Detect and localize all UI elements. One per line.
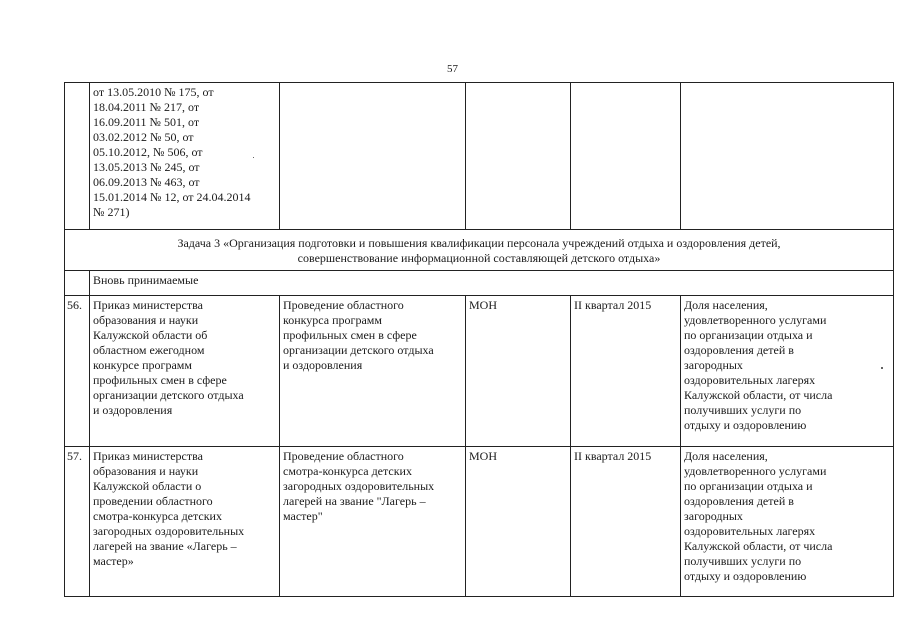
table-row	[65, 296, 894, 447]
scan-speck	[881, 367, 883, 369]
event-cell	[280, 296, 466, 447]
continuation-num-cell	[65, 83, 90, 230]
scan-speck	[253, 157, 254, 158]
term-cell: II квартал 2015	[571, 296, 681, 447]
indicator-line: Доля населения,	[684, 449, 768, 463]
event-line: Проведение областного	[283, 449, 404, 463]
doc-line: организации детского отдыха	[93, 388, 244, 402]
event-line: и оздоровления	[283, 358, 363, 372]
doc-line: мастер»	[93, 554, 134, 568]
event-cell	[280, 447, 466, 597]
table-row	[65, 447, 894, 597]
indicator-line: загородных	[684, 358, 743, 372]
event-line: мастер"	[283, 509, 323, 523]
indicator-line: по организации отдыха и	[684, 328, 813, 342]
indicator-line: оздоровительных лагерях	[684, 524, 816, 538]
doc-line: смотра-конкурса детских	[93, 509, 222, 523]
continuation-term-cell	[571, 83, 681, 230]
doc-line: 15.01.2014 № 12, от 24.04.2014	[93, 190, 251, 204]
doc-line: конкурсе программ	[93, 358, 192, 372]
doc-line: от 13.05.2010 № 175, от	[93, 85, 214, 99]
indicator-line: Калужской области, от числа	[684, 388, 833, 402]
doc-line: 16.09.2011 № 501, от	[93, 115, 200, 129]
doc-line: профильных смен в сфере	[93, 373, 227, 387]
executor-cell: МОН	[466, 296, 571, 447]
row-number: 57.	[65, 447, 90, 597]
indicator-line: Калужской области, от числа	[684, 539, 833, 553]
continuation-doc-cell	[90, 83, 280, 230]
doc-line: областном ежегодном	[93, 343, 205, 357]
doc-line: загородных оздоровительных	[93, 524, 245, 538]
indicator-line: удовлетворенного услугами	[684, 464, 827, 478]
doc-line: проведении областного	[93, 494, 213, 508]
event-line: конкурса программ	[283, 313, 382, 327]
indicator-line: отдыху и оздоровлению	[684, 569, 807, 583]
indicator-line: загородных	[684, 509, 743, 523]
continuation-exec-cell	[466, 83, 571, 230]
task-header-cell	[65, 230, 894, 271]
indicator-line: получивших услуги по	[684, 403, 802, 417]
document-cell	[90, 447, 280, 597]
doc-line: Калужской области о	[93, 479, 202, 493]
doc-line: лагерей на звание «Лагерь –	[93, 539, 237, 553]
doc-line: 03.02.2012 № 50, от	[93, 130, 194, 144]
indicator-line: оздоровления детей в	[684, 494, 794, 508]
measures-table	[64, 82, 894, 597]
indicator-line: удовлетворенного услугами	[684, 313, 827, 327]
indicator-line: оздоровительных лагерях	[684, 373, 816, 387]
doc-line: Приказ министерства	[93, 449, 203, 463]
event-line: организации детского отдыха	[283, 343, 434, 357]
event-line: смотра-конкурса детских	[283, 464, 412, 478]
page-number: 57	[447, 63, 458, 75]
indicator-cell	[681, 296, 894, 447]
section-num-cell	[65, 271, 90, 296]
event-line: Проведение областного	[283, 298, 404, 312]
doc-line: и оздоровления	[93, 403, 173, 417]
doc-line: образования и науки	[93, 313, 199, 327]
doc-line: Приказ министерства	[93, 298, 203, 312]
doc-line: 06.09.2013 № 463, от	[93, 175, 200, 189]
event-line: лагерей на звание "Лагерь –	[283, 494, 426, 508]
document-cell	[90, 296, 280, 447]
doc-line: 05.10.2012, № 506, от	[93, 145, 203, 159]
continuation-ind-cell	[681, 83, 894, 230]
doc-line: 18.04.2011 № 217, от	[93, 100, 200, 114]
task-header-row	[65, 230, 894, 271]
indicator-line: отдыху и оздоровлению	[684, 418, 807, 432]
doc-line: Калужской области об	[93, 328, 208, 342]
indicator-line: по организации отдыха и	[684, 479, 813, 493]
doc-line: № 271)	[93, 205, 130, 219]
event-line: загородных оздоровительных	[283, 479, 435, 493]
section-label: Вновь принимаемые	[90, 271, 894, 296]
indicator-cell	[681, 447, 894, 597]
indicator-line: оздоровления детей в	[684, 343, 794, 357]
row-number: 56.	[65, 296, 90, 447]
section-row	[65, 271, 894, 296]
continuation-event-cell	[280, 83, 466, 230]
executor-cell: МОН	[466, 447, 571, 597]
task-header-line: совершенствование информационной составляющей детского отдыха»	[297, 251, 661, 265]
task-header-line: Задача 3 «Организация подготовки и повышения квалификации персонала учреждений отдыха и оздоровления детей,	[177, 236, 781, 250]
doc-line: образования и науки	[93, 464, 199, 478]
indicator-line: получивших услуги по	[684, 554, 802, 568]
indicator-line: Доля населения,	[684, 298, 768, 312]
term-cell: II квартал 2015	[571, 447, 681, 597]
continuation-row	[65, 83, 894, 230]
doc-line: 13.05.2013 № 245, от	[93, 160, 200, 174]
event-line: профильных смен в сфере	[283, 328, 417, 342]
